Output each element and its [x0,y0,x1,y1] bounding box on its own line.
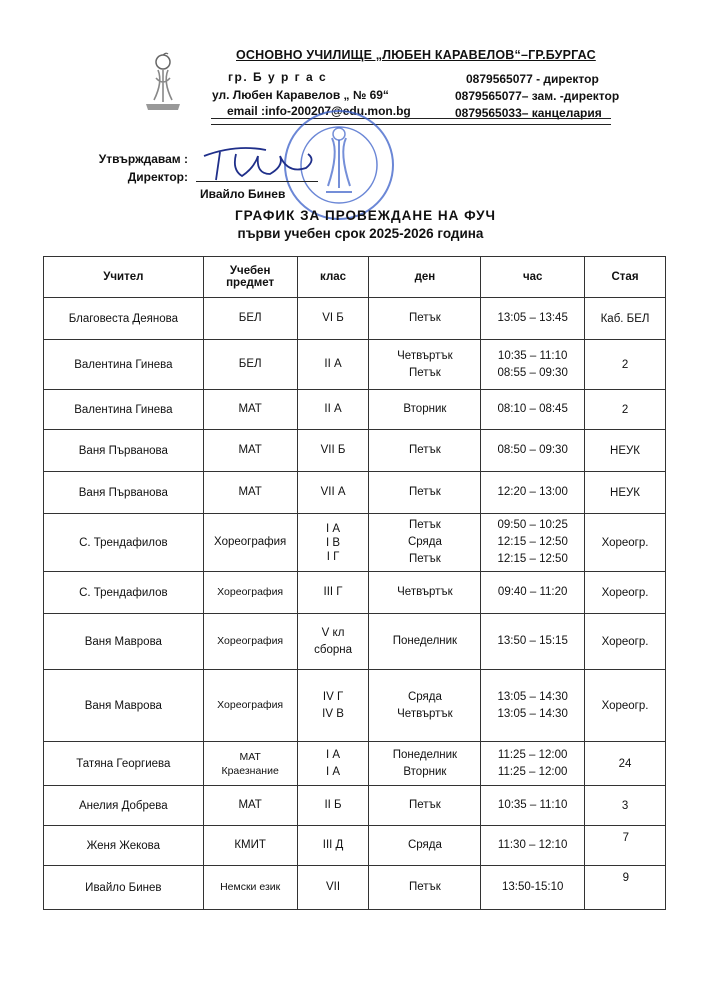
cell-teacher: Анелия Добрева [44,786,204,826]
cell-day-line: Петък [409,881,441,893]
cell-class-line: III Г [323,586,343,598]
cell-time-line: 13:50-15:10 [501,881,564,893]
director-label: Директор: [127,170,188,184]
cell-class [297,614,369,670]
cell-class [297,572,369,614]
school-email: email :info-200207@edu.mon.bg [227,104,411,118]
cell-teacher: Ваня Маврова [44,670,204,742]
cell-day [369,866,481,910]
cell-room: Хореогр. [585,614,666,670]
cell-time [481,786,585,826]
cell-time-line: 12:20 – 13:00 [497,486,568,498]
cell-class-line: VII [326,881,341,893]
cell-class [297,742,369,786]
table-row [44,390,666,430]
cell-time [481,866,585,910]
cell-time-line: 11:25 – 12:00 [497,748,568,761]
cell-day [369,572,481,614]
cell-teacher: Ваня Първанова [44,430,204,472]
cell-day [369,614,481,670]
cell-day-line: Петък [409,799,441,811]
cell-time [481,472,585,514]
phone-deputy: 0879565077– зам. -директор [455,89,620,103]
cell-day-line: Сряда [407,690,442,703]
cell-subject-line: КМИТ [234,839,266,851]
cell-day [369,742,481,786]
cell-time-line: 11:30 – 12:10 [497,839,568,851]
cell-class-line: I А [326,765,341,778]
cell-class-line: IV В [322,707,344,720]
cell-room: 24 [585,742,666,786]
cell-day-line: Четвъртък [397,349,453,362]
cell-class-line: I Г [326,550,340,563]
cell-subject-line: Хореография [217,699,284,711]
cell-subject [203,472,297,514]
table-row [44,514,666,572]
cell-subject-line: МАТ [238,486,262,498]
director-name: Ивайло Бинев [200,187,286,201]
cell-teacher: Ваня Първанова [44,472,204,514]
table-row [44,614,666,670]
cell-day-line: Сряда [407,839,442,851]
cell-day-line: Четвъртък [397,586,453,598]
document-subtitle: първи учебен срок 2025-2026 година [237,226,484,241]
cell-time [481,298,585,340]
phone-office: 0879565033– канцелария [455,106,602,120]
cell-time-line: 10:35 – 11:10 [497,799,568,811]
cell-room: Хореогр. [585,670,666,742]
cell-class-line: II Б [324,799,342,811]
cell-subject [203,670,297,742]
cell-class-line: I А [326,748,341,761]
cell-teacher: Благовеста Деянова [44,298,204,340]
cell-day [369,786,481,826]
cell-teacher: С. Трендафилов [44,572,204,614]
cell-subject [203,826,297,866]
cell-class-line: VII А [320,486,346,498]
cell-class [297,670,369,742]
cell-time [481,670,585,742]
cell-day [369,826,481,866]
cell-day [369,430,481,472]
cell-class-line: IV Г [322,690,344,703]
header-divider [211,118,611,125]
cell-day-line: Петък [409,519,441,531]
cell-time-line: 08:55 – 09:30 [497,366,568,379]
cell-time-line: 13:05 – 14:30 [497,707,568,720]
cell-time [481,340,585,390]
cell-time-line: 11:25 – 12:00 [497,765,568,778]
cell-time [481,614,585,670]
cell-class-line: VII Б [320,444,346,456]
cell-class [297,514,369,572]
table-row [44,340,666,390]
cell-day-line: Понеделник [392,748,458,761]
school-name: ОСНОВНО УЧИЛИЩЕ „ЛЮБЕН КАРАВЕЛОВ“–ГР.БУРГАС [236,48,596,62]
cell-day-line: Четвъртък [397,707,453,720]
col-header-teacher: Учител [44,257,204,298]
cell-time-line: 13:50 – 15:15 [497,635,568,647]
cell-subject [203,786,297,826]
cell-class-line: VI Б [322,312,344,324]
cell-subject [203,514,297,572]
cell-room: 2 [585,390,666,430]
school-city: гр. Б у р г а с [228,70,328,84]
cell-class-line: сборна [314,643,352,656]
cell-teacher: С. Трендафилов [44,514,204,572]
cell-class [297,826,369,866]
cell-class-line: III Д [322,839,344,851]
cell-room: Хореогр. [585,572,666,614]
cell-subject [203,742,297,786]
cell-time-line: 13:05 – 13:45 [497,312,568,324]
cell-subject-line: МАТ [239,750,261,763]
cell-subject-line: Немски език [220,881,281,893]
cell-subject-line: МАТ [238,444,262,456]
cell-subject [203,866,297,910]
approval-block [80,150,188,186]
school-street: ул. Любен Каравелов „ № 69“ [212,88,389,102]
cell-time [481,514,585,572]
cell-subject [203,390,297,430]
table-row [44,742,666,786]
cell-day-line: Вторник [403,403,447,415]
cell-subject-line: БЕЛ [238,358,262,370]
cell-room: 2 [585,340,666,390]
table-row [44,826,666,866]
table-row [44,572,666,614]
cell-day-line: Петък [409,444,441,456]
cell-class-line: I А [326,522,341,535]
cell-room: 3 [585,786,666,826]
cell-subject-line: МАТ [238,403,262,415]
cell-time-line: 13:05 – 14:30 [497,690,568,703]
cell-subject-line: Хореография [217,586,284,598]
cell-day [369,472,481,514]
table-row [44,866,666,910]
cell-class [297,340,369,390]
col-header-day: ден [369,257,481,298]
cell-time [481,572,585,614]
col-header-room: Стая [585,257,666,298]
table-row [44,430,666,472]
schedule-table [43,256,666,910]
cell-room: НЕУК [585,472,666,514]
cell-subject-line: Хореография [217,635,284,647]
phone-director: 0879565077 - директор [466,72,599,86]
table-header-row [44,257,666,298]
cell-teacher: Ивайло Бинев [44,866,204,910]
cell-time-line: 10:35 – 11:10 [497,349,568,362]
cell-teacher: Татяна Георгиева [44,742,204,786]
cell-teacher: Ваня Маврова [44,614,204,670]
cell-time [481,826,585,866]
cell-day-line: Сряда [407,536,442,548]
cell-subject-line: Хореография [214,536,287,548]
document-title: ГРАФИК ЗА ПРОВЕЖДАНЕ НА ФУЧ [234,208,497,223]
cell-room: 9 [585,866,666,910]
cell-room: Каб. БЕЛ [585,298,666,340]
cell-subject-line: БЕЛ [238,312,262,324]
cell-time-line: 12:15 – 12:50 [497,553,568,565]
cell-day-line: Петък [409,486,441,498]
table-row [44,670,666,742]
col-header-subject: Учебен предмет [203,257,297,298]
cell-time-line: 08:10 – 08:45 [497,403,568,415]
cell-time [481,430,585,472]
cell-day-line: Понеделник [392,635,458,647]
cell-class-line: II А [324,403,342,415]
cell-subject [203,430,297,472]
cell-class-line: V кл [321,626,345,639]
cell-subject [203,298,297,340]
cell-class [297,390,369,430]
cell-day-line: Петък [409,553,441,565]
cell-day-line: Вторник [403,765,447,778]
cell-time [481,390,585,430]
cell-teacher: Валентина Гинева [44,340,204,390]
cell-teacher: Валентина Гинева [44,390,204,430]
director-signature [196,140,326,188]
cell-subject [203,340,297,390]
cell-class [297,472,369,514]
col-header-class: клас [297,257,369,298]
approve-label: Утвърждавам : [98,152,188,166]
cell-class [297,786,369,826]
cell-class [297,430,369,472]
cell-time-line: 09:40 – 11:20 [497,586,568,598]
cell-class-line: II А [324,358,342,370]
cell-teacher: Женя Жекова [44,826,204,866]
cell-subject [203,572,297,614]
cell-day [369,514,481,572]
cell-subject-line: Краезнание [221,764,279,777]
table-row [44,786,666,826]
cell-day [369,670,481,742]
cell-time [481,742,585,786]
cell-class-line: I В [326,536,341,549]
cell-day-line: Петък [409,366,441,379]
cell-day [369,390,481,430]
cell-day [369,298,481,340]
cell-day-line: Петък [409,312,441,324]
table-row [44,472,666,514]
cell-room: Хореогр. [585,514,666,572]
table-row [44,298,666,340]
cell-class [297,866,369,910]
cell-day [369,340,481,390]
cell-room: НЕУК [585,430,666,472]
cell-subject-line: МАТ [238,799,262,811]
col-header-time: час [481,257,585,298]
cell-subject [203,614,297,670]
cell-class [297,298,369,340]
school-logo [140,52,186,116]
cell-time-line: 09:50 – 10:25 [497,519,568,531]
cell-time-line: 08:50 – 09:30 [497,444,568,456]
cell-room: 7 [585,826,666,866]
cell-time-line: 12:15 – 12:50 [497,536,568,548]
